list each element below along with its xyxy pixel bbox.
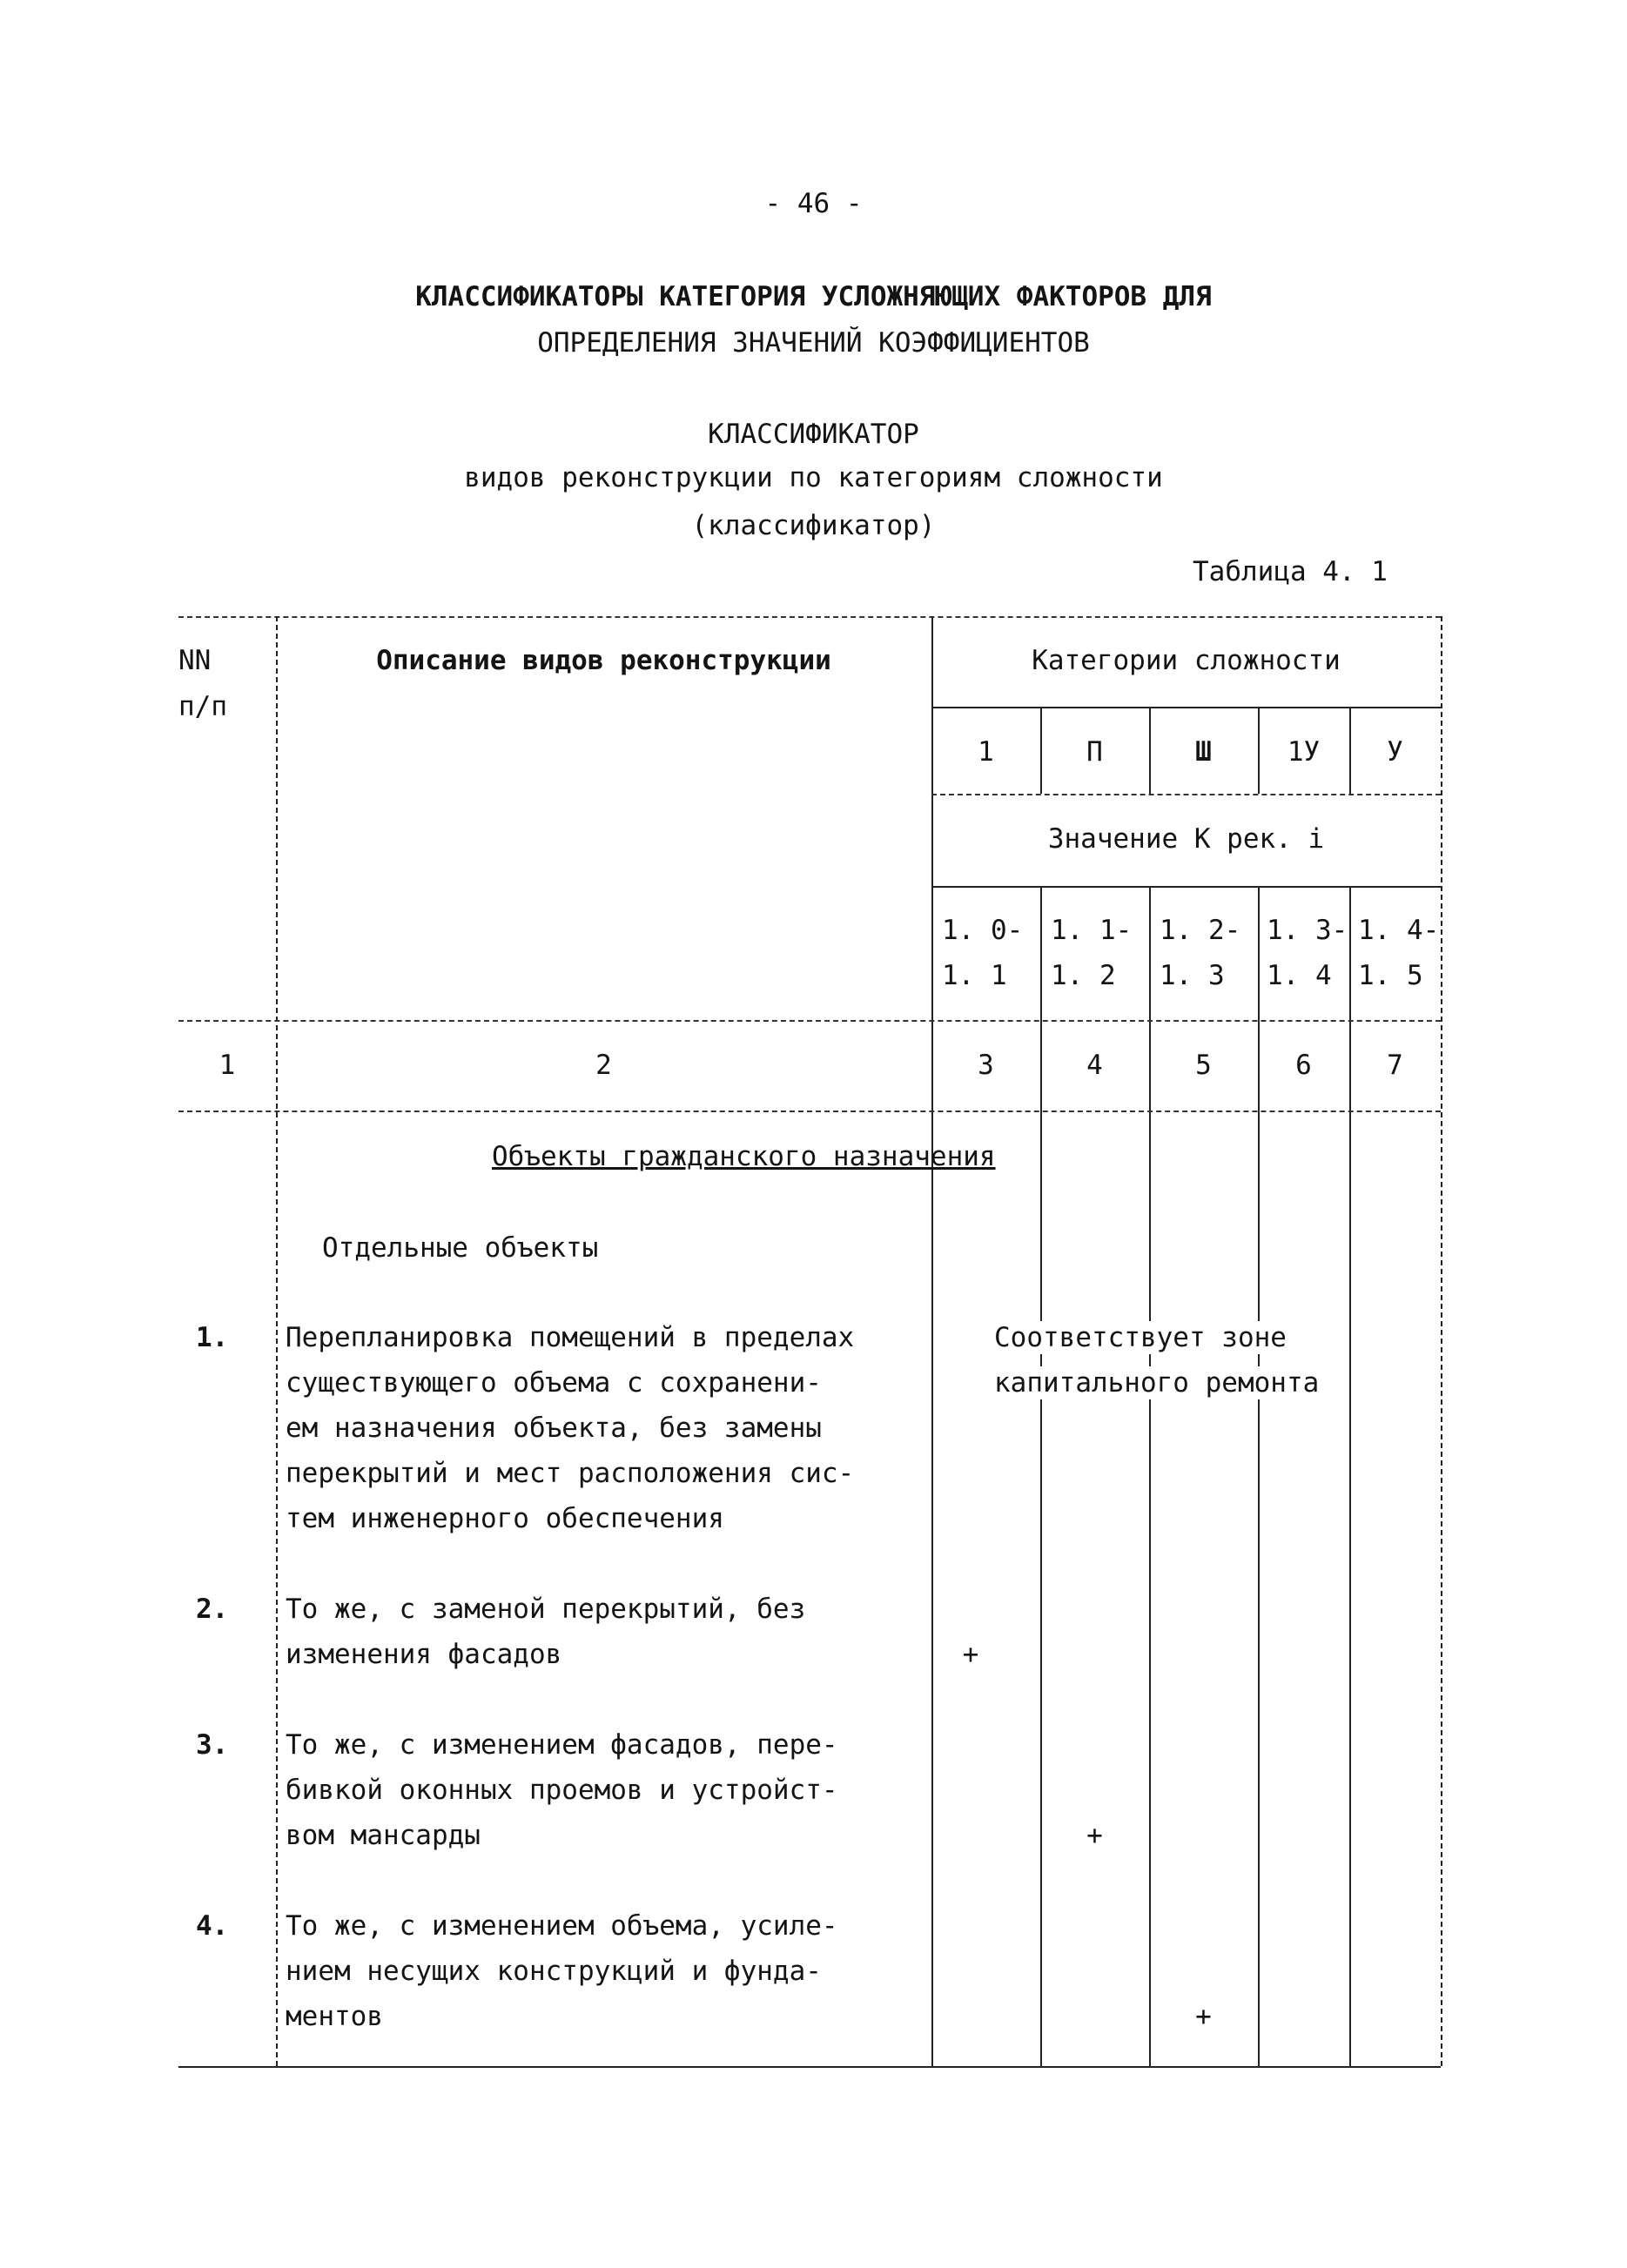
- row-description-line: То же, с изменением объема, усиле-: [286, 1910, 838, 1942]
- classifier-subtitle-line2: (классификатор): [691, 510, 936, 541]
- column-number-6: 6: [1295, 1050, 1312, 1081]
- row-number: 4.: [196, 1910, 229, 1942]
- range-from-1: 1. 0-: [942, 915, 1024, 946]
- category-label-2: П: [1086, 736, 1103, 768]
- subsection-title: Отдельные объекты: [322, 1232, 599, 1264]
- column-number-4: 4: [1086, 1050, 1103, 1081]
- header-value-title: Значение К рек. i: [1047, 823, 1325, 855]
- row-description-line: То же, с заменой перекрытий, без: [286, 1594, 806, 1625]
- range-to-5: 1. 5: [1358, 960, 1423, 991]
- row-description-line: перекрытий и мест расположения сис-: [286, 1458, 855, 1489]
- row-description-line: нием несущих конструкций и фунда-: [286, 1956, 822, 1987]
- row-description-line: То же, с изменением фасадов, пере-: [286, 1729, 838, 1761]
- table-top-border: [178, 616, 1441, 618]
- row-description-line: ем назначения объекта, без замены: [286, 1412, 822, 1444]
- table-right-border: [1441, 616, 1442, 2066]
- row-number: 1.: [196, 1322, 229, 1353]
- range-to-1: 1. 1: [942, 960, 1007, 991]
- row-description-line: вом мансарды: [286, 1820, 481, 1851]
- row-description-line: изменения фасадов: [286, 1639, 562, 1670]
- column-number-1: 1: [219, 1050, 236, 1081]
- row-number: 3.: [196, 1729, 229, 1761]
- table-label: Таблица 4. 1: [1193, 556, 1388, 587]
- category-label-3: Ш: [1195, 736, 1212, 768]
- row-note-line1: Соответствует зоне: [994, 1322, 1287, 1353]
- category-mark: +: [962, 1639, 979, 1670]
- range-to-4: 1. 4: [1267, 960, 1332, 991]
- category-label-4: 1У: [1287, 736, 1321, 768]
- value-title-divider: [931, 886, 1441, 888]
- range-from-2: 1. 1-: [1051, 915, 1133, 946]
- column-number-5: 5: [1195, 1050, 1212, 1081]
- classifier-subtitle-line1: видов реконструкции по категориям сложности: [464, 462, 1163, 493]
- row-note-line2: капитального ремонта: [994, 1367, 1320, 1399]
- table-bottom-border: [178, 2066, 1441, 2068]
- range-from-5: 1. 4-: [1358, 915, 1440, 946]
- row-number: 2.: [196, 1594, 229, 1625]
- category-mark: +: [1195, 2001, 1212, 2032]
- header-num-line1: NN: [178, 645, 212, 676]
- row-description-line: существующего объема с сохранени-: [286, 1367, 822, 1399]
- section-title: Объекты гражданского назначения: [492, 1141, 996, 1172]
- column-divider-1: [276, 616, 278, 2066]
- column-number-3: 3: [978, 1050, 994, 1081]
- document-heading-line2: ОПРЕДЕЛЕНИЯ ЗНАЧЕНИЙ КОЭФФИЦИЕНТОВ: [537, 327, 1090, 359]
- category-label-5: У: [1387, 736, 1403, 768]
- header-num-line2: п/п: [178, 691, 227, 722]
- header-bottom-border: [178, 1020, 1441, 1022]
- document-heading-line1: КЛАССИФИКАТОРЫ КАТЕГОРИЯ УСЛОЖНЯЮЩИХ ФАКТОРОВ ДЛЯ: [415, 281, 1212, 312]
- categories-row-divider: [931, 794, 1441, 795]
- range-to-3: 1. 3: [1160, 960, 1225, 991]
- range-from-3: 1. 2-: [1160, 915, 1241, 946]
- row-description-line: бивкой оконных проемов и устройст-: [286, 1775, 838, 1806]
- row-description-line: ментов: [286, 2001, 383, 2032]
- header-description: Описание видов реконструкции: [376, 645, 831, 676]
- column-numbers-bottom-border: [178, 1111, 1441, 1112]
- category-mark: +: [1086, 1820, 1103, 1851]
- range-from-4: 1. 3-: [1267, 915, 1348, 946]
- classifier-heading: КЛАССИФИКАТОР: [708, 419, 919, 450]
- column-number-7: 7: [1387, 1050, 1403, 1081]
- categories-title-divider: [931, 707, 1441, 708]
- range-to-2: 1. 2: [1051, 960, 1116, 991]
- page-number: - 46 -: [764, 188, 863, 219]
- row-description-line: тем инженерного обеспечения: [286, 1503, 724, 1534]
- category-label-1: 1: [978, 736, 994, 768]
- column-number-2: 2: [595, 1050, 612, 1081]
- row-description-line: Перепланировка помещений в пределах: [286, 1322, 855, 1353]
- header-categories-title: Категории сложности: [1032, 645, 1341, 676]
